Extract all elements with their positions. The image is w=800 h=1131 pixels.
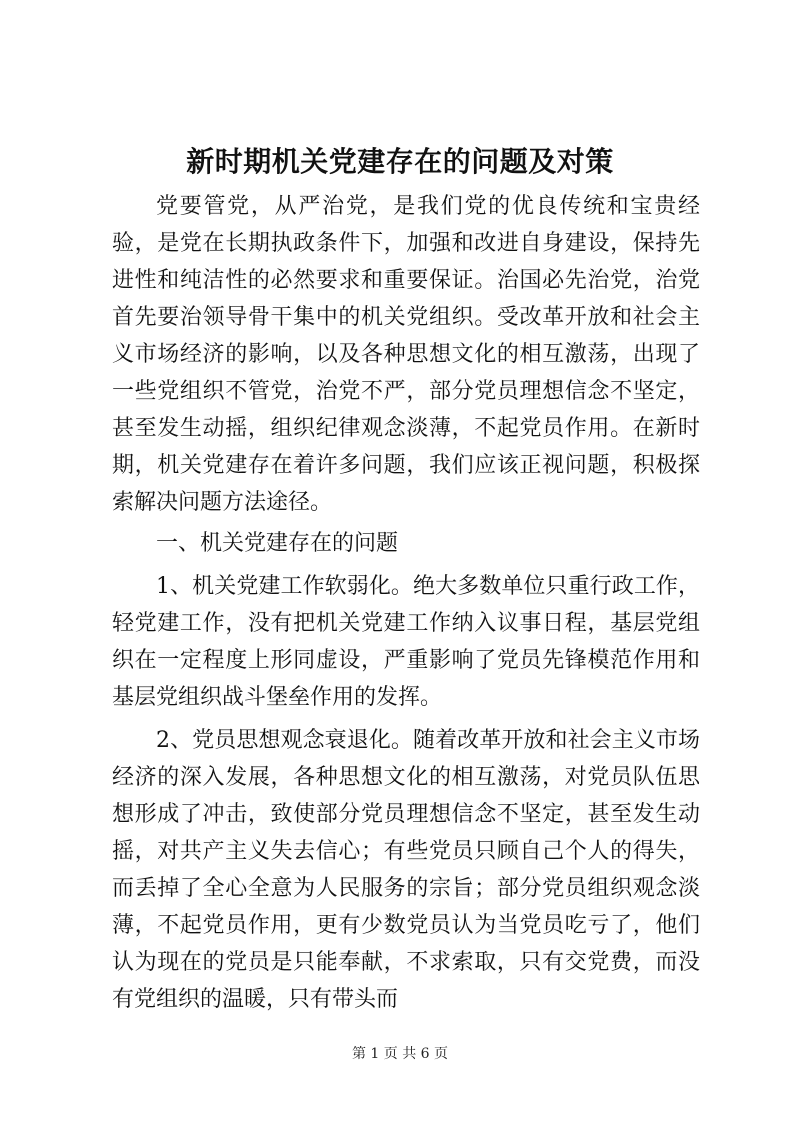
document-title: 新时期机关党建存在的问题及对策 [186,145,614,178]
intro-paragraph: 党要管党，从严治党，是我们党的优良传统和宝贵经验，是党在长期执政条件下，加强和改进自身建设，保持先进性和纯洁性的必然要求和重要保证。治国必先治党，治党首先要治领导骨干集中的机关党组织。受改革开放和社会主义市场经济的影响，以及各种思想文化的相互激荡，出现了一些党组织不管党，治党不严，部分党员理想信念不坚定，甚至发生动摇，组织纪律观念淡薄，不起党员作用。在新时期，机关党建存在着许多问题，我们应该正视问题，积极探索解决问题方法途径。 [112,194,700,515]
document-body [112,188,700,1018]
issue-paragraph-1: 1、机关党建工作软弱化。绝大多数单位只重行政工作，轻党建工作，没有把机关党建工作纳入议事日程，基层党组织在一定程度上形同虚设，严重影响了党员先锋模范作用和基层党组织战斗堡垒作用的发挥。 [112,574,700,710]
section-heading: 一、机关党建存在的问题 [156,531,399,556]
page-number: 第 1 页 共 6 页 [351,1046,449,1062]
page-footer [0,1043,800,1063]
issue-paragraph-2: 2、党员思想观念衰退化。随着改革开放和社会主义市场经济的深入发展，各种思想文化的相互激荡，对党员队伍思想形成了冲击，致使部分党员理想信念不坚定，甚至发生动摇，对共产主义失去信心；有些党员只顾自己个人的得失，而丢掉了全心全意为人民服务的宗旨；部分党员组织观念淡薄，不起党员作用，更有少数党员认为当党员吃亏了，他们认为现在的党员是只能奉献，不求索取，只有交党费，而没有党组织的温暖，只有带头而 [112,728,700,1012]
